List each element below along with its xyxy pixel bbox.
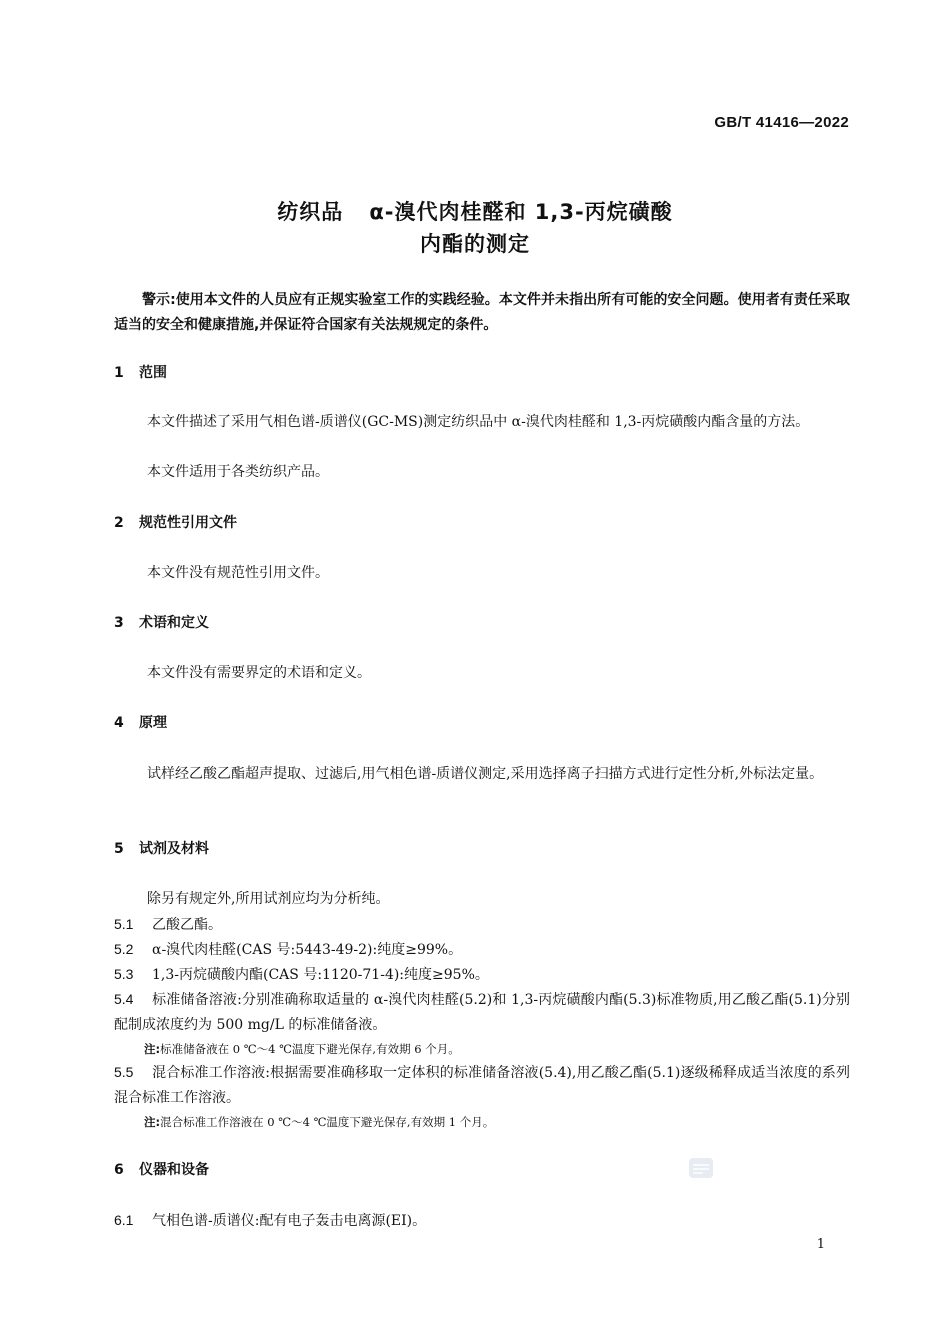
item-number: 5.5 (114, 1064, 134, 1080)
section-heading-3 (114, 612, 209, 634)
item-5-3 (114, 962, 850, 988)
section-heading-5 (114, 838, 209, 860)
item-number: 5.3 (114, 966, 134, 982)
document-title (0, 196, 950, 260)
principle-paragraph: 试样经乙酸乙酯超声提取、过滤后,用气相色谱-质谱仪测定,采用选择离子扫描方式进行定性分析,外标法定量。 (147, 766, 824, 782)
section-heading-4 (114, 712, 167, 734)
note-5-5 (144, 1113, 494, 1131)
section-title: 原理 (139, 715, 167, 731)
note-label: 注: (144, 1042, 161, 1056)
section-title: 规范性引用文件 (139, 515, 237, 531)
normative-ref-paragraph: 本文件没有规范性引用文件。 (147, 565, 329, 581)
item-number: 5.1 (114, 916, 134, 932)
item-5-5 (114, 1060, 850, 1111)
scope-paragraph-2: 本文件适用于各类纺织产品。 (147, 464, 329, 480)
title-part-b: α-溴代肉桂醛和 1,3-丙烷磺酸 (369, 200, 673, 224)
item-text: 1,3-丙烷磺酸内酯(CAS 号:1120-71-4):纯度≥95%。 (152, 967, 489, 983)
item-text: 气相色谱-质谱仪:配有电子轰击电离源(EI)。 (152, 1213, 427, 1229)
section-number: 3 (114, 615, 124, 631)
item-number: 5.4 (114, 991, 134, 1007)
scope-paragraph-1: 本文件描述了采用气相色谱-质谱仪(GC-MS)测定纺织品中 α-溴代肉桂醛和 1,3-丙烷磺酸内酯含量的方法。 (147, 414, 810, 430)
reagents-intro: 除另有规定外,所用试剂应均为分析纯。 (147, 891, 390, 907)
warning-paragraph: 警示:使用本文件的人员应有正规实验室工作的实践经验。本文件并未指出所有可能的安全问题。使用者有责任采取适当的安全和健康措施,并保证符合国家有关法规规定的条件。 (114, 292, 850, 333)
note-5-4 (144, 1040, 460, 1058)
item-text: 混合标准工作溶液:根据需要准确移取一定体积的标准储备溶液(5.4),用乙酸乙酯(5.1)逐级稀释成适当浓度的系列混合标准工作溶液。 (114, 1065, 850, 1106)
item-text: α-溴代肉桂醛(CAS 号:5443-49-2):纯度≥99%。 (152, 942, 463, 958)
terms-paragraph: 本文件没有需要界定的术语和定义。 (147, 665, 371, 681)
item-6-1 (114, 1208, 850, 1234)
note-label: 注: (144, 1115, 161, 1129)
section-number: 6 (114, 1162, 124, 1178)
section-heading-1 (114, 362, 167, 384)
section-number: 5 (114, 841, 124, 857)
item-text: 标准储备溶液:分别准确称取适量的 α-溴代肉桂醛(5.2)和 1,3-丙烷磺酸内酯(5.3)标准物质,用乙酸乙酯(5.1)分别配制成浓度约为 500 mg/L 的标准储备液。 (114, 992, 850, 1033)
item-5-2 (114, 937, 850, 963)
section-number: 4 (114, 715, 124, 731)
section-heading-2 (114, 512, 237, 534)
section-title: 试剂及材料 (139, 841, 209, 857)
title-line-1 (0, 196, 950, 228)
watermark-logo-icon (688, 1156, 714, 1180)
note-text: 混合标准工作溶液在 0 ℃～4 ℃温度下避光保存,有效期 1 个月。 (160, 1115, 495, 1129)
item-number: 6.1 (114, 1212, 134, 1228)
title-line-2: 内酯的测定 (420, 232, 530, 256)
item-5-4 (114, 987, 850, 1038)
item-5-1 (114, 912, 850, 938)
section-title: 术语和定义 (139, 615, 209, 631)
section-heading-6 (114, 1159, 209, 1181)
note-text: 标准储备液在 0 ℃～4 ℃温度下避光保存,有效期 6 个月。 (160, 1042, 460, 1056)
title-part-a: 纺织品 (277, 200, 344, 224)
standard-code: GB/T 41416—2022 (714, 114, 849, 131)
section-number: 2 (114, 515, 124, 531)
page-number: 1 (816, 1237, 825, 1252)
item-number: 5.2 (114, 941, 134, 957)
section-title: 范围 (139, 365, 167, 381)
section-number: 1 (114, 365, 124, 381)
item-text: 乙酸乙酯。 (152, 917, 222, 933)
section-title: 仪器和设备 (139, 1162, 209, 1178)
